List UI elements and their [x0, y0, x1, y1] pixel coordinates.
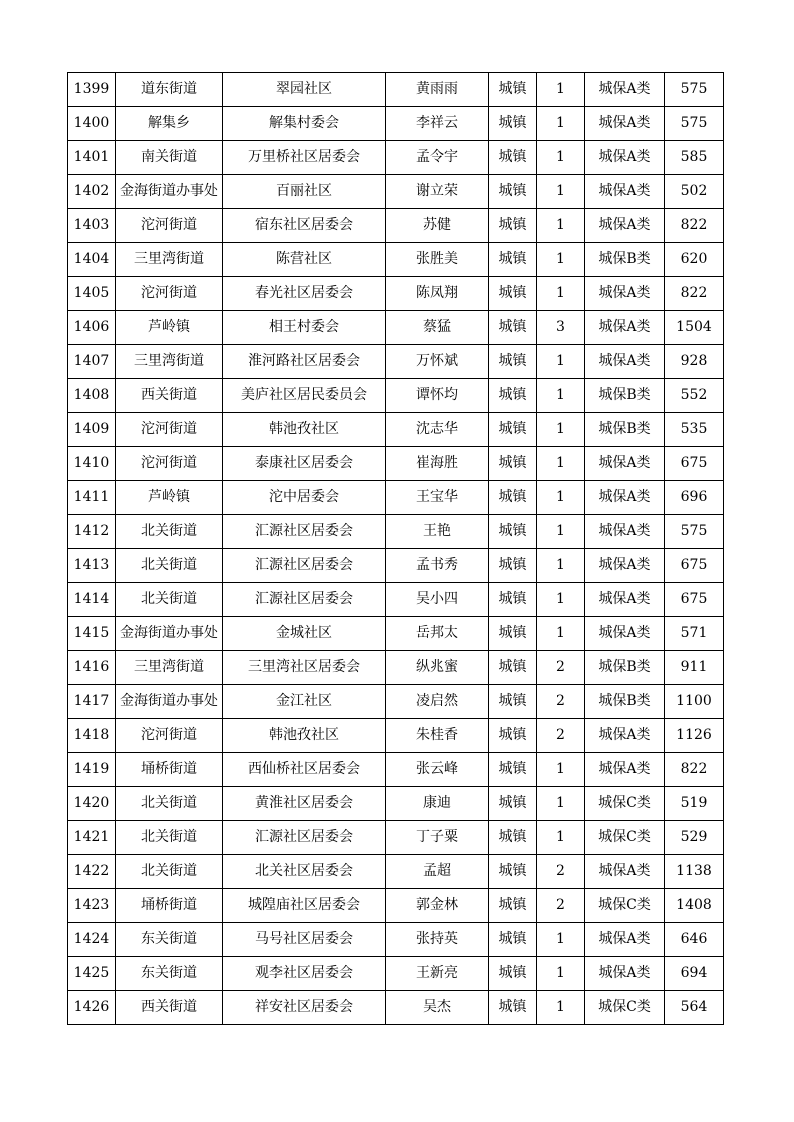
name-cell: 张云峰 [386, 753, 489, 787]
household-count-cell: 1 [537, 243, 585, 277]
category-cell: 城保A类 [585, 311, 665, 345]
area-type-cell: 城镇 [489, 719, 537, 753]
category-cell: 城保B类 [585, 685, 665, 719]
category-cell: 城保A类 [585, 345, 665, 379]
table-row [68, 787, 724, 821]
table-row [68, 243, 724, 277]
amount-cell: 822 [665, 209, 724, 243]
household-count-cell: 1 [537, 991, 585, 1025]
category-cell: 城保A类 [585, 277, 665, 311]
name-cell: 谢立荣 [386, 175, 489, 209]
household-count-cell: 2 [537, 719, 585, 753]
roster-table [67, 72, 724, 1025]
street-cell: 芦岭镇 [116, 481, 223, 515]
household-count-cell: 1 [537, 379, 585, 413]
community-cell: 金城社区 [223, 617, 386, 651]
row-id-cell: 1399 [68, 73, 116, 107]
row-id-cell: 1416 [68, 651, 116, 685]
community-cell: 三里湾社区居委会 [223, 651, 386, 685]
area-type-cell: 城镇 [489, 753, 537, 787]
table-row [68, 685, 724, 719]
area-type-cell: 城镇 [489, 311, 537, 345]
roster-body [68, 73, 724, 1025]
table-row [68, 345, 724, 379]
name-cell: 崔海胜 [386, 447, 489, 481]
row-id-cell: 1426 [68, 991, 116, 1025]
area-type-cell: 城镇 [489, 447, 537, 481]
table-row [68, 991, 724, 1025]
category-cell: 城保A类 [585, 855, 665, 889]
category-cell: 城保A类 [585, 957, 665, 991]
street-cell: 沱河街道 [116, 209, 223, 243]
table-row [68, 73, 724, 107]
community-cell: 马号社区居委会 [223, 923, 386, 957]
name-cell: 苏健 [386, 209, 489, 243]
community-cell: 泰康社区居委会 [223, 447, 386, 481]
street-cell: 北关街道 [116, 787, 223, 821]
name-cell: 孟令宇 [386, 141, 489, 175]
street-cell: 西关街道 [116, 991, 223, 1025]
row-id-cell: 1400 [68, 107, 116, 141]
household-count-cell: 1 [537, 107, 585, 141]
row-id-cell: 1422 [68, 855, 116, 889]
household-count-cell: 1 [537, 209, 585, 243]
category-cell: 城保A类 [585, 209, 665, 243]
name-cell: 王新亮 [386, 957, 489, 991]
street-cell: 东关街道 [116, 923, 223, 957]
amount-cell: 529 [665, 821, 724, 855]
category-cell: 城保A类 [585, 583, 665, 617]
table-row [68, 141, 724, 175]
amount-cell: 552 [665, 379, 724, 413]
household-count-cell: 1 [537, 141, 585, 175]
household-count-cell: 1 [537, 447, 585, 481]
table-row [68, 277, 724, 311]
amount-cell: 575 [665, 107, 724, 141]
table-row [68, 311, 724, 345]
community-cell: 百丽社区 [223, 175, 386, 209]
name-cell: 张胜美 [386, 243, 489, 277]
table-row [68, 617, 724, 651]
community-cell: 汇源社区居委会 [223, 549, 386, 583]
category-cell: 城保B类 [585, 413, 665, 447]
street-cell: 埇桥街道 [116, 753, 223, 787]
amount-cell: 675 [665, 583, 724, 617]
category-cell: 城保C类 [585, 821, 665, 855]
category-cell: 城保B类 [585, 379, 665, 413]
household-count-cell: 2 [537, 889, 585, 923]
table-row [68, 923, 724, 957]
name-cell: 蔡猛 [386, 311, 489, 345]
area-type-cell: 城镇 [489, 141, 537, 175]
street-cell: 东关街道 [116, 957, 223, 991]
household-count-cell: 1 [537, 277, 585, 311]
household-count-cell: 1 [537, 821, 585, 855]
row-id-cell: 1423 [68, 889, 116, 923]
street-cell: 埇桥街道 [116, 889, 223, 923]
street-cell: 三里湾街道 [116, 243, 223, 277]
category-cell: 城保B类 [585, 651, 665, 685]
category-cell: 城保A类 [585, 175, 665, 209]
category-cell: 城保B类 [585, 243, 665, 277]
area-type-cell: 城镇 [489, 923, 537, 957]
table-row [68, 175, 724, 209]
row-id-cell: 1402 [68, 175, 116, 209]
household-count-cell: 1 [537, 923, 585, 957]
community-cell: 汇源社区居委会 [223, 515, 386, 549]
area-type-cell: 城镇 [489, 991, 537, 1025]
community-cell: 淮河路社区居委会 [223, 345, 386, 379]
table-row [68, 957, 724, 991]
household-count-cell: 1 [537, 617, 585, 651]
community-cell: 解集村委会 [223, 107, 386, 141]
area-type-cell: 城镇 [489, 345, 537, 379]
amount-cell: 1100 [665, 685, 724, 719]
street-cell: 北关街道 [116, 855, 223, 889]
area-type-cell: 城镇 [489, 243, 537, 277]
amount-cell: 1126 [665, 719, 724, 753]
category-cell: 城保C类 [585, 787, 665, 821]
community-cell: 汇源社区居委会 [223, 821, 386, 855]
table-row [68, 107, 724, 141]
area-type-cell: 城镇 [489, 107, 537, 141]
household-count-cell: 1 [537, 957, 585, 991]
amount-cell: 620 [665, 243, 724, 277]
row-id-cell: 1405 [68, 277, 116, 311]
row-id-cell: 1403 [68, 209, 116, 243]
amount-cell: 675 [665, 549, 724, 583]
community-cell: 韩池孜社区 [223, 413, 386, 447]
household-count-cell: 1 [537, 753, 585, 787]
community-cell: 西仙桥社区居委会 [223, 753, 386, 787]
area-type-cell: 城镇 [489, 787, 537, 821]
area-type-cell: 城镇 [489, 209, 537, 243]
household-count-cell: 1 [537, 175, 585, 209]
community-cell: 翠园社区 [223, 73, 386, 107]
table-row [68, 855, 724, 889]
street-cell: 沱河街道 [116, 447, 223, 481]
category-cell: 城保A类 [585, 447, 665, 481]
row-id-cell: 1414 [68, 583, 116, 617]
household-count-cell: 3 [537, 311, 585, 345]
name-cell: 李祥云 [386, 107, 489, 141]
category-cell: 城保A类 [585, 73, 665, 107]
category-cell: 城保A类 [585, 481, 665, 515]
area-type-cell: 城镇 [489, 73, 537, 107]
amount-cell: 1504 [665, 311, 724, 345]
amount-cell: 822 [665, 277, 724, 311]
area-type-cell: 城镇 [489, 957, 537, 991]
community-cell: 黄淮社区居委会 [223, 787, 386, 821]
table-row [68, 719, 724, 753]
row-id-cell: 1407 [68, 345, 116, 379]
amount-cell: 822 [665, 753, 724, 787]
household-count-cell: 2 [537, 651, 585, 685]
area-type-cell: 城镇 [489, 481, 537, 515]
row-id-cell: 1424 [68, 923, 116, 957]
community-cell: 观李社区居委会 [223, 957, 386, 991]
amount-cell: 575 [665, 73, 724, 107]
area-type-cell: 城镇 [489, 821, 537, 855]
name-cell: 万怀斌 [386, 345, 489, 379]
name-cell: 黄雨雨 [386, 73, 489, 107]
row-id-cell: 1404 [68, 243, 116, 277]
row-id-cell: 1408 [68, 379, 116, 413]
street-cell: 北关街道 [116, 821, 223, 855]
row-id-cell: 1415 [68, 617, 116, 651]
community-cell: 相王村委会 [223, 311, 386, 345]
table-row [68, 209, 724, 243]
amount-cell: 694 [665, 957, 724, 991]
table-row [68, 481, 724, 515]
area-type-cell: 城镇 [489, 855, 537, 889]
amount-cell: 1138 [665, 855, 724, 889]
street-cell: 西关街道 [116, 379, 223, 413]
household-count-cell: 1 [537, 549, 585, 583]
row-id-cell: 1411 [68, 481, 116, 515]
area-type-cell: 城镇 [489, 379, 537, 413]
community-cell: 沱中居委会 [223, 481, 386, 515]
category-cell: 城保A类 [585, 753, 665, 787]
amount-cell: 675 [665, 447, 724, 481]
amount-cell: 502 [665, 175, 724, 209]
name-cell: 孟超 [386, 855, 489, 889]
household-count-cell: 1 [537, 481, 585, 515]
household-count-cell: 1 [537, 515, 585, 549]
amount-cell: 911 [665, 651, 724, 685]
row-id-cell: 1413 [68, 549, 116, 583]
row-id-cell: 1406 [68, 311, 116, 345]
community-cell: 宿东社区居委会 [223, 209, 386, 243]
category-cell: 城保A类 [585, 515, 665, 549]
street-cell: 北关街道 [116, 515, 223, 549]
category-cell: 城保A类 [585, 617, 665, 651]
row-id-cell: 1401 [68, 141, 116, 175]
street-cell: 南关街道 [116, 141, 223, 175]
amount-cell: 571 [665, 617, 724, 651]
community-cell: 城隍庙社区居委会 [223, 889, 386, 923]
street-cell: 解集乡 [116, 107, 223, 141]
name-cell: 丁子粟 [386, 821, 489, 855]
amount-cell: 646 [665, 923, 724, 957]
amount-cell: 696 [665, 481, 724, 515]
household-count-cell: 2 [537, 685, 585, 719]
community-cell: 春光社区居委会 [223, 277, 386, 311]
amount-cell: 564 [665, 991, 724, 1025]
community-cell: 美庐社区居民委员会 [223, 379, 386, 413]
name-cell: 陈凤翔 [386, 277, 489, 311]
household-count-cell: 1 [537, 787, 585, 821]
row-id-cell: 1418 [68, 719, 116, 753]
area-type-cell: 城镇 [489, 651, 537, 685]
table-row [68, 515, 724, 549]
community-cell: 汇源社区居委会 [223, 583, 386, 617]
community-cell: 韩池孜社区 [223, 719, 386, 753]
category-cell: 城保A类 [585, 141, 665, 175]
street-cell: 金海街道办事处 [116, 617, 223, 651]
category-cell: 城保C类 [585, 991, 665, 1025]
row-id-cell: 1410 [68, 447, 116, 481]
row-id-cell: 1421 [68, 821, 116, 855]
amount-cell: 585 [665, 141, 724, 175]
household-count-cell: 1 [537, 413, 585, 447]
street-cell: 北关街道 [116, 549, 223, 583]
street-cell: 道东街道 [116, 73, 223, 107]
table-row [68, 549, 724, 583]
row-id-cell: 1412 [68, 515, 116, 549]
name-cell: 孟书秀 [386, 549, 489, 583]
household-count-cell: 1 [537, 73, 585, 107]
area-type-cell: 城镇 [489, 617, 537, 651]
amount-cell: 1408 [665, 889, 724, 923]
street-cell: 沱河街道 [116, 277, 223, 311]
area-type-cell: 城镇 [489, 277, 537, 311]
row-id-cell: 1425 [68, 957, 116, 991]
street-cell: 三里湾街道 [116, 651, 223, 685]
table-row [68, 889, 724, 923]
area-type-cell: 城镇 [489, 413, 537, 447]
area-type-cell: 城镇 [489, 549, 537, 583]
street-cell: 沱河街道 [116, 413, 223, 447]
category-cell: 城保A类 [585, 549, 665, 583]
table-row [68, 447, 724, 481]
household-count-cell: 1 [537, 345, 585, 379]
category-cell: 城保A类 [585, 107, 665, 141]
street-cell: 北关街道 [116, 583, 223, 617]
name-cell: 沈志华 [386, 413, 489, 447]
street-cell: 金海街道办事处 [116, 175, 223, 209]
community-cell: 陈营社区 [223, 243, 386, 277]
name-cell: 王宝华 [386, 481, 489, 515]
name-cell: 朱桂香 [386, 719, 489, 753]
household-count-cell: 2 [537, 855, 585, 889]
street-cell: 芦岭镇 [116, 311, 223, 345]
name-cell: 张持英 [386, 923, 489, 957]
community-cell: 北关社区居委会 [223, 855, 386, 889]
community-cell: 金江社区 [223, 685, 386, 719]
amount-cell: 928 [665, 345, 724, 379]
amount-cell: 519 [665, 787, 724, 821]
street-cell: 三里湾街道 [116, 345, 223, 379]
household-count-cell: 1 [537, 583, 585, 617]
area-type-cell: 城镇 [489, 583, 537, 617]
name-cell: 岳邦太 [386, 617, 489, 651]
table-row [68, 379, 724, 413]
name-cell: 纵兆蜜 [386, 651, 489, 685]
street-cell: 金海街道办事处 [116, 685, 223, 719]
category-cell: 城保A类 [585, 923, 665, 957]
name-cell: 康迪 [386, 787, 489, 821]
row-id-cell: 1409 [68, 413, 116, 447]
area-type-cell: 城镇 [489, 515, 537, 549]
table-row [68, 651, 724, 685]
name-cell: 郭金林 [386, 889, 489, 923]
amount-cell: 535 [665, 413, 724, 447]
table-row [68, 753, 724, 787]
category-cell: 城保C类 [585, 889, 665, 923]
name-cell: 吴杰 [386, 991, 489, 1025]
table-row [68, 413, 724, 447]
community-cell: 祥安社区居委会 [223, 991, 386, 1025]
area-type-cell: 城镇 [489, 889, 537, 923]
name-cell: 谭怀均 [386, 379, 489, 413]
row-id-cell: 1417 [68, 685, 116, 719]
category-cell: 城保A类 [585, 719, 665, 753]
table-row [68, 583, 724, 617]
row-id-cell: 1420 [68, 787, 116, 821]
street-cell: 沱河街道 [116, 719, 223, 753]
community-cell: 万里桥社区居委会 [223, 141, 386, 175]
table-row [68, 821, 724, 855]
name-cell: 凌启然 [386, 685, 489, 719]
name-cell: 王艳 [386, 515, 489, 549]
area-type-cell: 城镇 [489, 685, 537, 719]
name-cell: 吴小四 [386, 583, 489, 617]
area-type-cell: 城镇 [489, 175, 537, 209]
row-id-cell: 1419 [68, 753, 116, 787]
amount-cell: 575 [665, 515, 724, 549]
